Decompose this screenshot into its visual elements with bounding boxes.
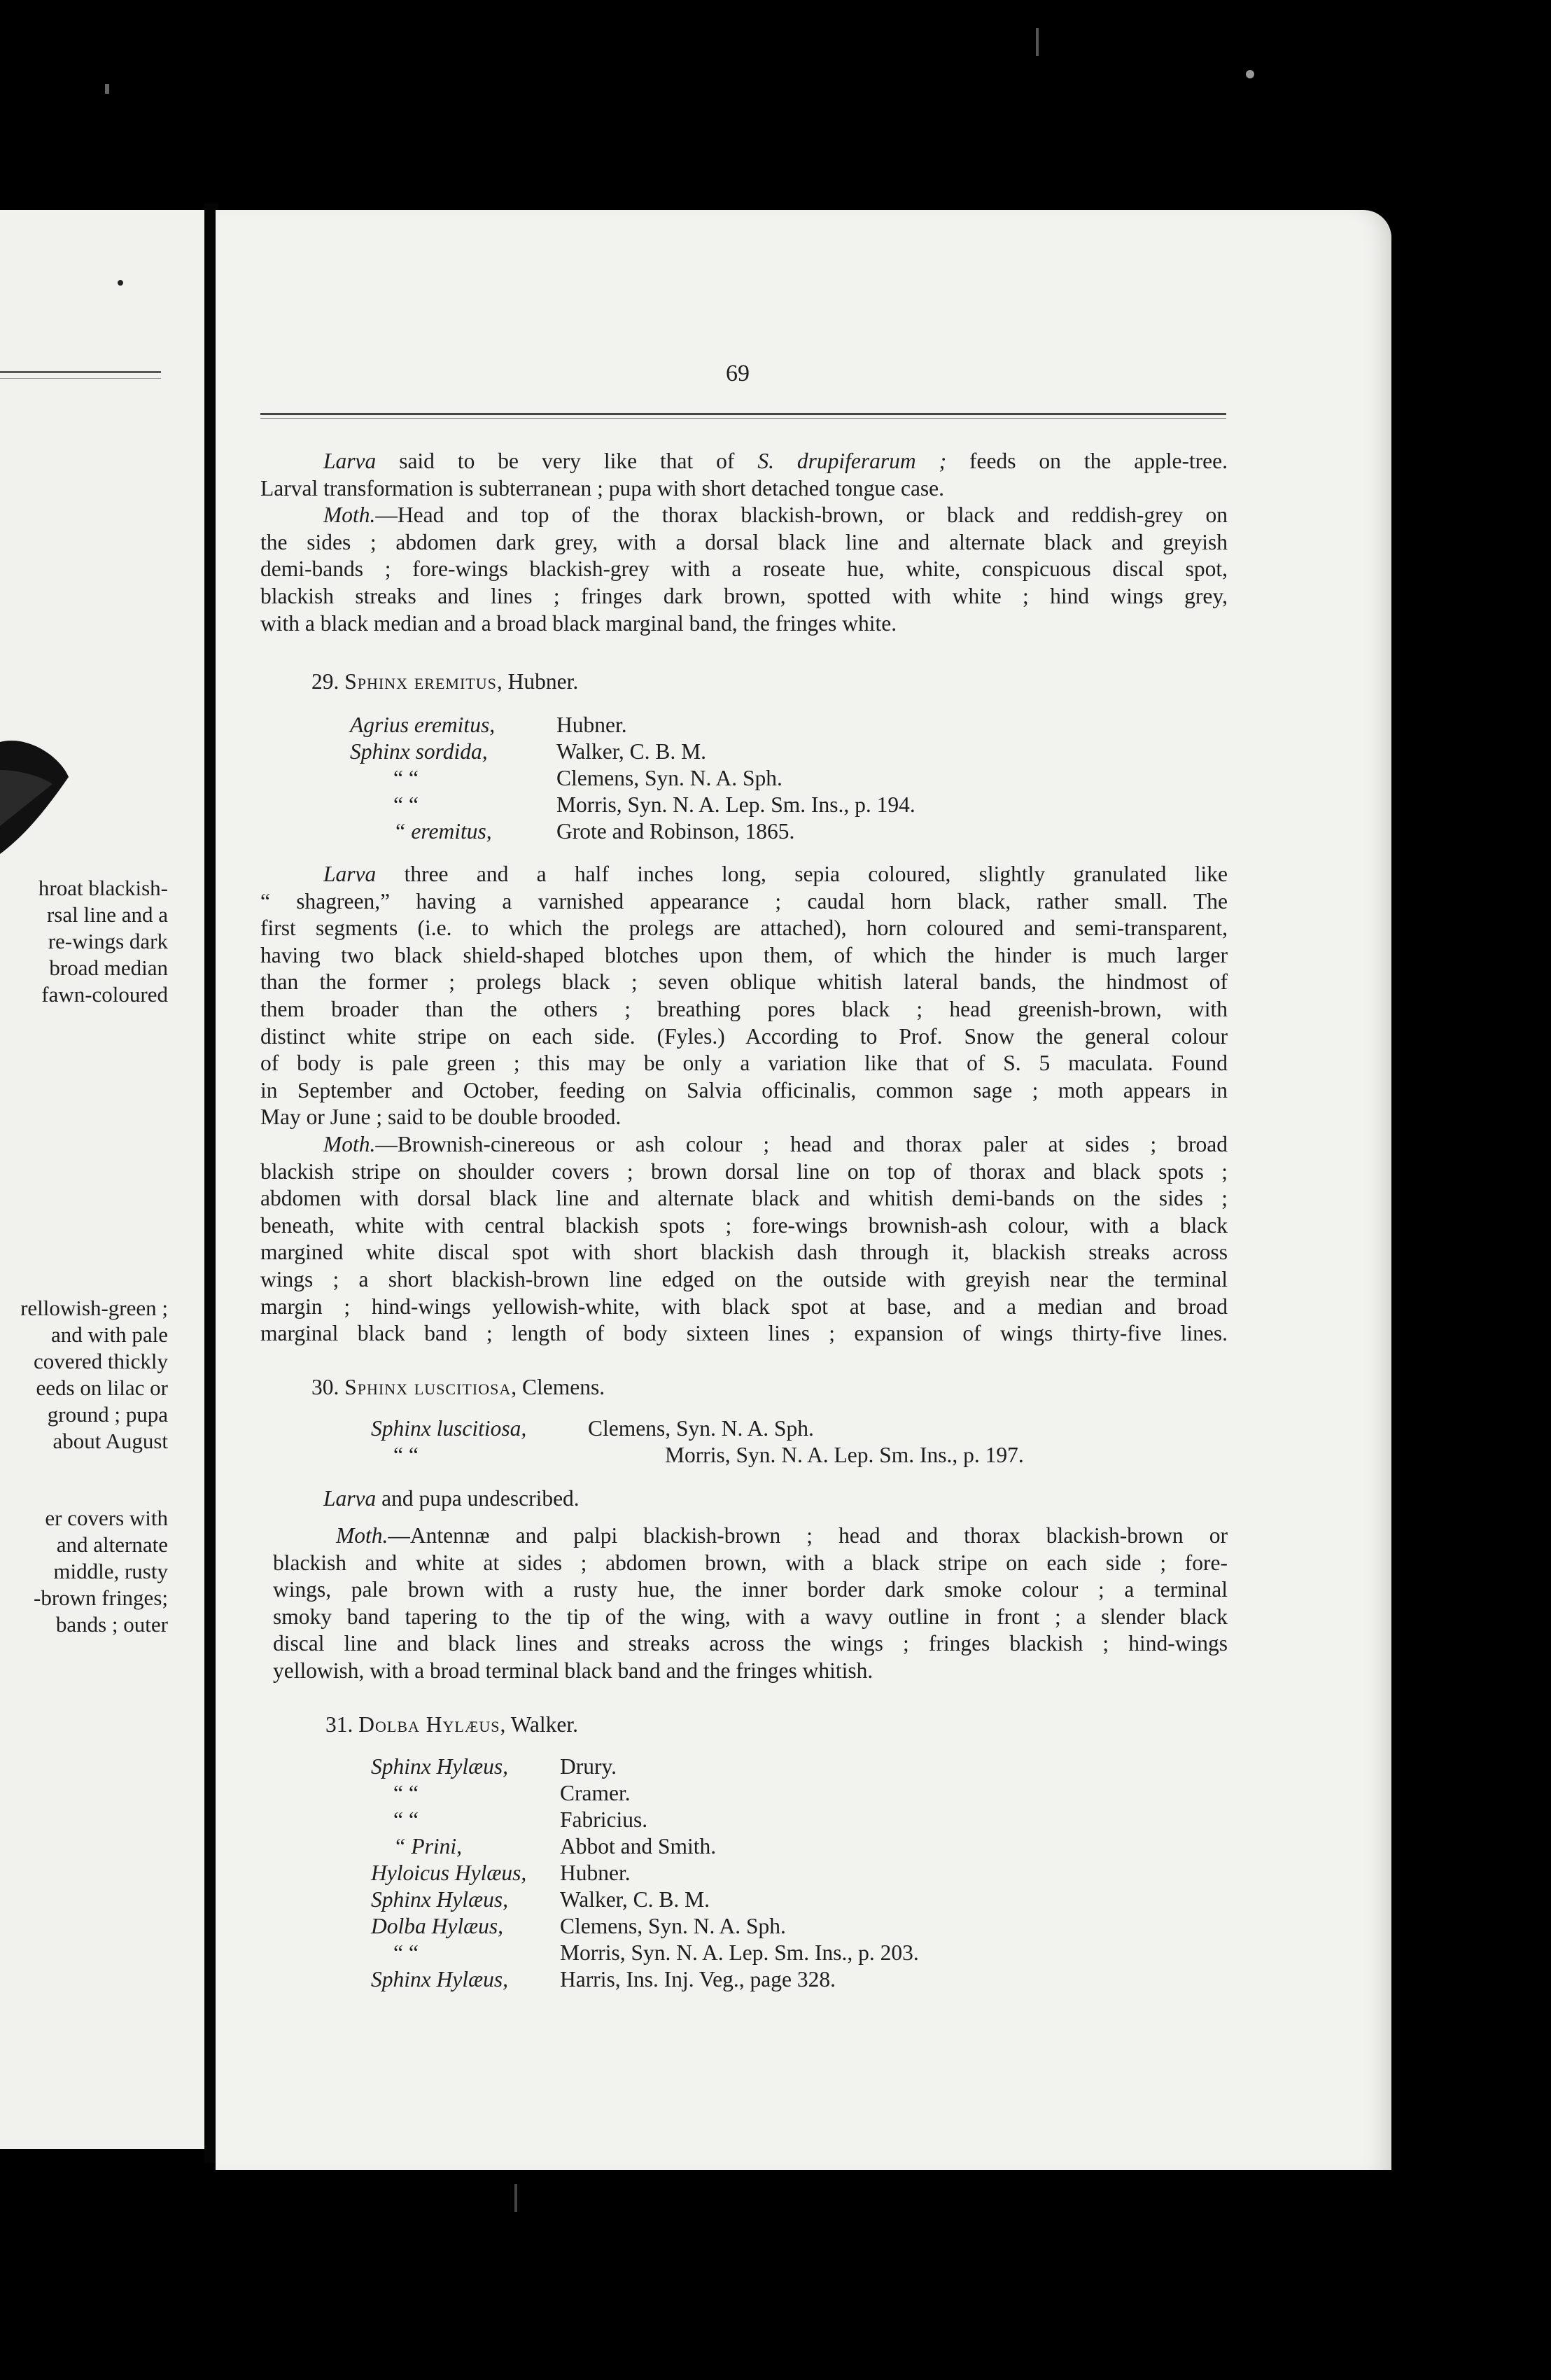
left-line: covered thickly xyxy=(34,1349,168,1373)
species-author: , Hubner. xyxy=(496,669,579,694)
page-number: 69 xyxy=(726,360,750,386)
synonym-row: “ eremitus, Grote and Robinson, 1865. xyxy=(393,819,795,844)
scan-speck xyxy=(514,2184,517,2212)
larva-label: Larva xyxy=(323,449,377,473)
left-line: hroat blackish- xyxy=(38,876,168,900)
synonym-row: Agrius eremitus, Hubner. xyxy=(350,713,627,737)
larva-label: Larva xyxy=(323,862,377,886)
left-line: broad median xyxy=(49,955,168,980)
left-text-block-3 xyxy=(34,1505,168,1638)
synonym-row: Sphinx sordida, Walker, C. B. M. xyxy=(350,739,707,764)
species-29-synonyms xyxy=(350,712,915,845)
text-line: margin ; hind-wings yellowish-white, with black spot at base, and a median and broad xyxy=(260,1294,1228,1319)
species-author: , Clemens. xyxy=(511,1375,605,1399)
text-line: blackish stripe on shoulder covers ; brown dorsal line on top of thorax and black spots ; xyxy=(260,1158,1228,1184)
moth-label: Moth. xyxy=(336,1523,388,1548)
text-line: with a black median and a broad black marginal band, the fringes white. xyxy=(260,610,897,636)
ink-speck xyxy=(118,280,123,286)
synonym-row: Sphinx Hylæus, Walker, C. B. M. xyxy=(371,1887,710,1912)
text-line: first segments (i.e. to which the prolegs are attached), horn coloured and semi-transparent, xyxy=(260,916,1228,941)
text-line: Moth.—Head and top of the thorax blackish-brown, or black and reddish-grey on xyxy=(323,503,1228,528)
text-line: marginal black band ; length of body sixteen lines ; expansion of wings thirty-five lines. xyxy=(260,1321,1228,1346)
text-line: smoky band tapering to the tip of the wing, with a wavy outline in front ; a slender black xyxy=(273,1604,1228,1629)
moth-label: Moth. xyxy=(323,1131,376,1156)
text-line: distinct white stripe on each side. (Fyles.) According to Prof. Snow the general colour xyxy=(260,1023,1228,1049)
text-line: of body is pale green ; this may be only a variation like that of S. 5 maculata. Found xyxy=(260,1051,1228,1076)
left-text-block-2 xyxy=(20,1295,168,1455)
text-line: May or June ; said to be double brooded. xyxy=(260,1105,622,1130)
moth-label: Moth. xyxy=(323,503,376,528)
header-rule-thin xyxy=(260,418,1226,419)
species-30-moth xyxy=(273,1522,1228,1685)
scan-speck xyxy=(1246,70,1254,78)
synonym-row: Hyloicus Hylæus, Hubner. xyxy=(371,1861,631,1885)
species-30-description xyxy=(260,1485,1228,1513)
larva-label: Larva xyxy=(323,1486,377,1511)
synonym-row: “ “ Morris, Syn. N. A. Lep. Sm. Ins., p. 197. xyxy=(393,1443,1024,1467)
text-line: blackish and white at sides ; abdomen brown, with a black stripe on each side ; fore- xyxy=(273,1550,1228,1575)
synonym-row: “ “ Clemens, Syn. N. A. Sph. xyxy=(393,766,782,790)
synonym-row: Sphinx Hylæus, Harris, Ins. Inj. Veg., page 328. xyxy=(371,1967,836,1991)
species-number: 31. xyxy=(325,1712,353,1737)
text-line: abdomen with dorsal black line and alternate black and whitish demi-bands on the sides ; xyxy=(260,1186,1228,1211)
text-line: in September and October, feeding on Salvia officinalis, common sage ; moth appears in xyxy=(260,1077,1228,1102)
text-line: wings ; a short blackish-brown line edged on the outside with greyish near the terminal xyxy=(260,1266,1228,1292)
left-line: eeds on lilac or xyxy=(36,1376,168,1400)
synonym-row: Dolba Hylæus, Clemens, Syn. N. A. Sph. xyxy=(371,1914,786,1938)
species-29-description xyxy=(260,861,1228,1348)
left-line: ground ; pupa xyxy=(47,1402,168,1427)
text-line: than the former ; prolegs black ; seven oblique whitish lateral bands, the hindmost of xyxy=(260,969,1228,995)
species-name: Dolba Hylæus xyxy=(358,1712,500,1737)
intro-paragraphs xyxy=(260,448,1228,637)
left-text-block-1 xyxy=(38,875,168,1008)
text-line: Larva and pupa undescribed. xyxy=(323,1486,580,1511)
text-line: yellowish, with a broad terminal black band and the fringes whitish. xyxy=(273,1658,873,1683)
species-author: , Walker. xyxy=(500,1712,579,1737)
text-line: Moth.—Antennæ and palpi blackish-brown ; head and thorax blackish-brown or xyxy=(336,1523,1228,1548)
left-line: fawn-coloured xyxy=(41,982,168,1007)
synonym-row: “ “ Morris, Syn. N. A. Lep. Sm. Ins., p. 194. xyxy=(393,792,915,817)
species-30-heading xyxy=(311,1374,605,1401)
left-line: er covers with xyxy=(45,1506,168,1530)
text-line: them broader than the others ; breathing pores black ; head greenish-brown, with xyxy=(260,996,1228,1021)
species-name: Sphinx luscitiosa xyxy=(344,1375,512,1399)
partial-moth-illustration xyxy=(0,728,70,875)
synonym-row: “ “ Morris, Syn. N. A. Lep. Sm. Ins., p. 203. xyxy=(393,1940,919,1965)
left-line: bands ; outer xyxy=(55,1612,168,1637)
text-line: wings, pale brown with a rusty hue, the inner border dark smoke colour ; a terminal xyxy=(273,1577,1228,1602)
left-header-rule-thin xyxy=(0,378,161,379)
text-line: Larva said to be very like that of S. drupiferarum ; feeds on the apple-tree. xyxy=(323,449,1228,473)
text-line: blackish streaks and lines ; fringes dark brown, spotted with white ; hind wings grey, xyxy=(260,583,1228,608)
scan-speck xyxy=(105,84,109,94)
text-line: “ shagreen,” having a varnished appearance ; caudal horn black, rather small. The xyxy=(260,888,1228,913)
species-30-synonyms xyxy=(371,1415,1024,1469)
text-line: Larva three and a half inches long, sepia coloured, slightly granulated like xyxy=(323,862,1228,886)
species-31-synonyms xyxy=(371,1754,919,1993)
left-line: rellowish-green ; xyxy=(20,1296,168,1320)
left-line: middle, rusty xyxy=(53,1559,168,1583)
left-line: and alternate xyxy=(56,1532,168,1557)
text-line: beneath, white with central blackish spots ; fore-wings brownish-ash colour, with a black xyxy=(260,1212,1228,1238)
left-line: about August xyxy=(52,1429,168,1453)
header-rule xyxy=(260,413,1226,415)
synonym-row: “ Prini, Abbot and Smith. xyxy=(393,1834,717,1858)
synonym-row: Sphinx Hylæus, Drury. xyxy=(371,1754,617,1779)
text-line: demi-bands ; fore-wings blackish-grey with a roseate hue, white, conspicuous discal spot, xyxy=(260,556,1228,582)
text-line: the sides ; abdomen dark grey, with a dorsal black line and alternate black and greyish xyxy=(260,529,1228,554)
species-name: Sphinx eremitus xyxy=(344,669,497,694)
left-line: and with pale xyxy=(50,1322,168,1347)
synonym-row: “ “ Cramer. xyxy=(393,1781,631,1805)
species-number: 30. xyxy=(311,1375,339,1399)
left-header-rule xyxy=(0,371,161,373)
species-31-heading xyxy=(325,1712,578,1738)
text-line: having two black shield-shaped blotches upon them, of which the hinder is much larger xyxy=(260,942,1228,967)
synonym-row: Sphinx luscitiosa, Clemens, Syn. N. A. Sph. xyxy=(371,1416,814,1441)
left-line: re-wings dark xyxy=(48,929,168,953)
synonym-row: “ “ Fabricius. xyxy=(393,1807,648,1832)
left-line: rsal line and a xyxy=(46,902,168,927)
text-line: margined white discal spot with short blackish dash through it, blackish streaks across xyxy=(260,1240,1228,1265)
text-line: Moth.—Brownish-cinereous or ash colour ; head and thorax paler at sides ; broad xyxy=(323,1131,1228,1156)
species-29-heading xyxy=(311,668,578,695)
scan-speck xyxy=(1036,28,1039,56)
left-page-fragment xyxy=(0,210,204,2149)
left-line: -brown fringes; xyxy=(34,1586,168,1610)
species-number: 29. xyxy=(311,669,339,694)
text-line: discal line and black lines and streaks across the wings ; fringes blackish ; hind-wings xyxy=(273,1631,1228,1656)
text-line: Larval transformation is subterranean ; pupa with short detached tongue case. xyxy=(260,475,945,500)
